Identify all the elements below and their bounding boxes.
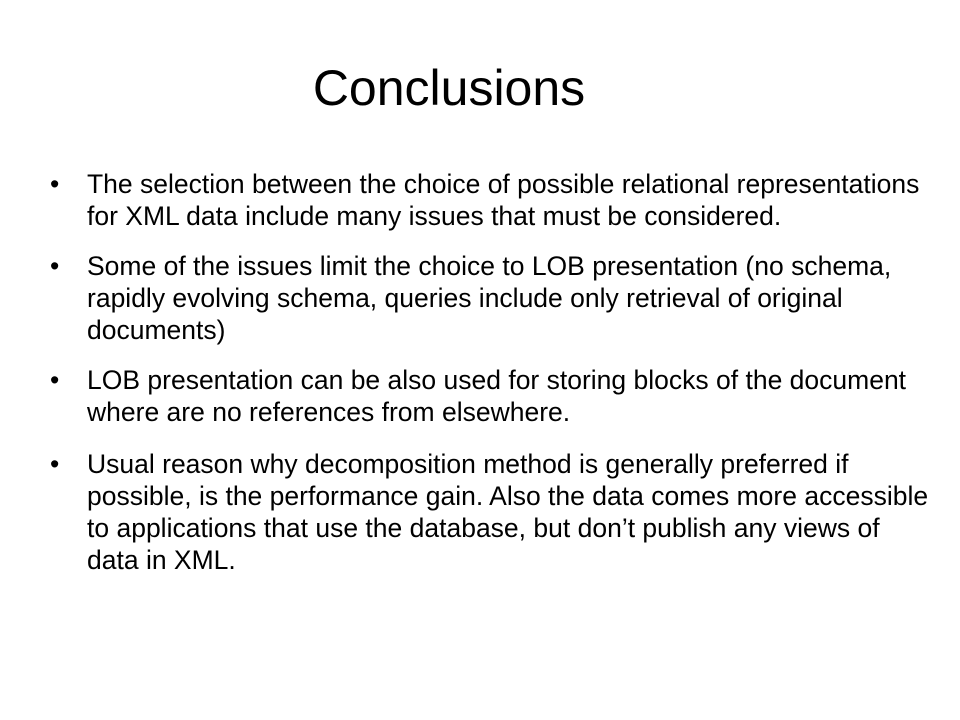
bullet-text: Some of the issues limit the choice to LOB presentation (no schema, rapidly evolving schema, queries include only retrieval of original documents) bbox=[87, 251, 892, 345]
slide-title: Conclusions bbox=[312, 60, 586, 116]
bullet-icon: • bbox=[50, 251, 60, 281]
bullet-icon: • bbox=[50, 365, 60, 395]
bullet-text: The selection between the choice of possible relational representations for XML data include many issues that must be considered. bbox=[87, 169, 920, 231]
bullet-list bbox=[50, 168, 930, 594]
bullet-text: Usual reason why decomposition method is generally preferred if possible, is the performance gain. Also the data comes more accessible to applications that use the database, but don’t publish any views of data in XML. bbox=[87, 449, 929, 575]
bullet-item bbox=[50, 250, 930, 346]
bullet-item bbox=[50, 168, 930, 232]
bullet-icon: • bbox=[50, 169, 60, 199]
bullet-item bbox=[50, 364, 930, 428]
bullet-icon: • bbox=[50, 449, 60, 479]
bullet-text: LOB presentation can be also used for storing blocks of the document where are no references from elsewhere. bbox=[87, 365, 907, 427]
bullet-item bbox=[50, 448, 930, 576]
